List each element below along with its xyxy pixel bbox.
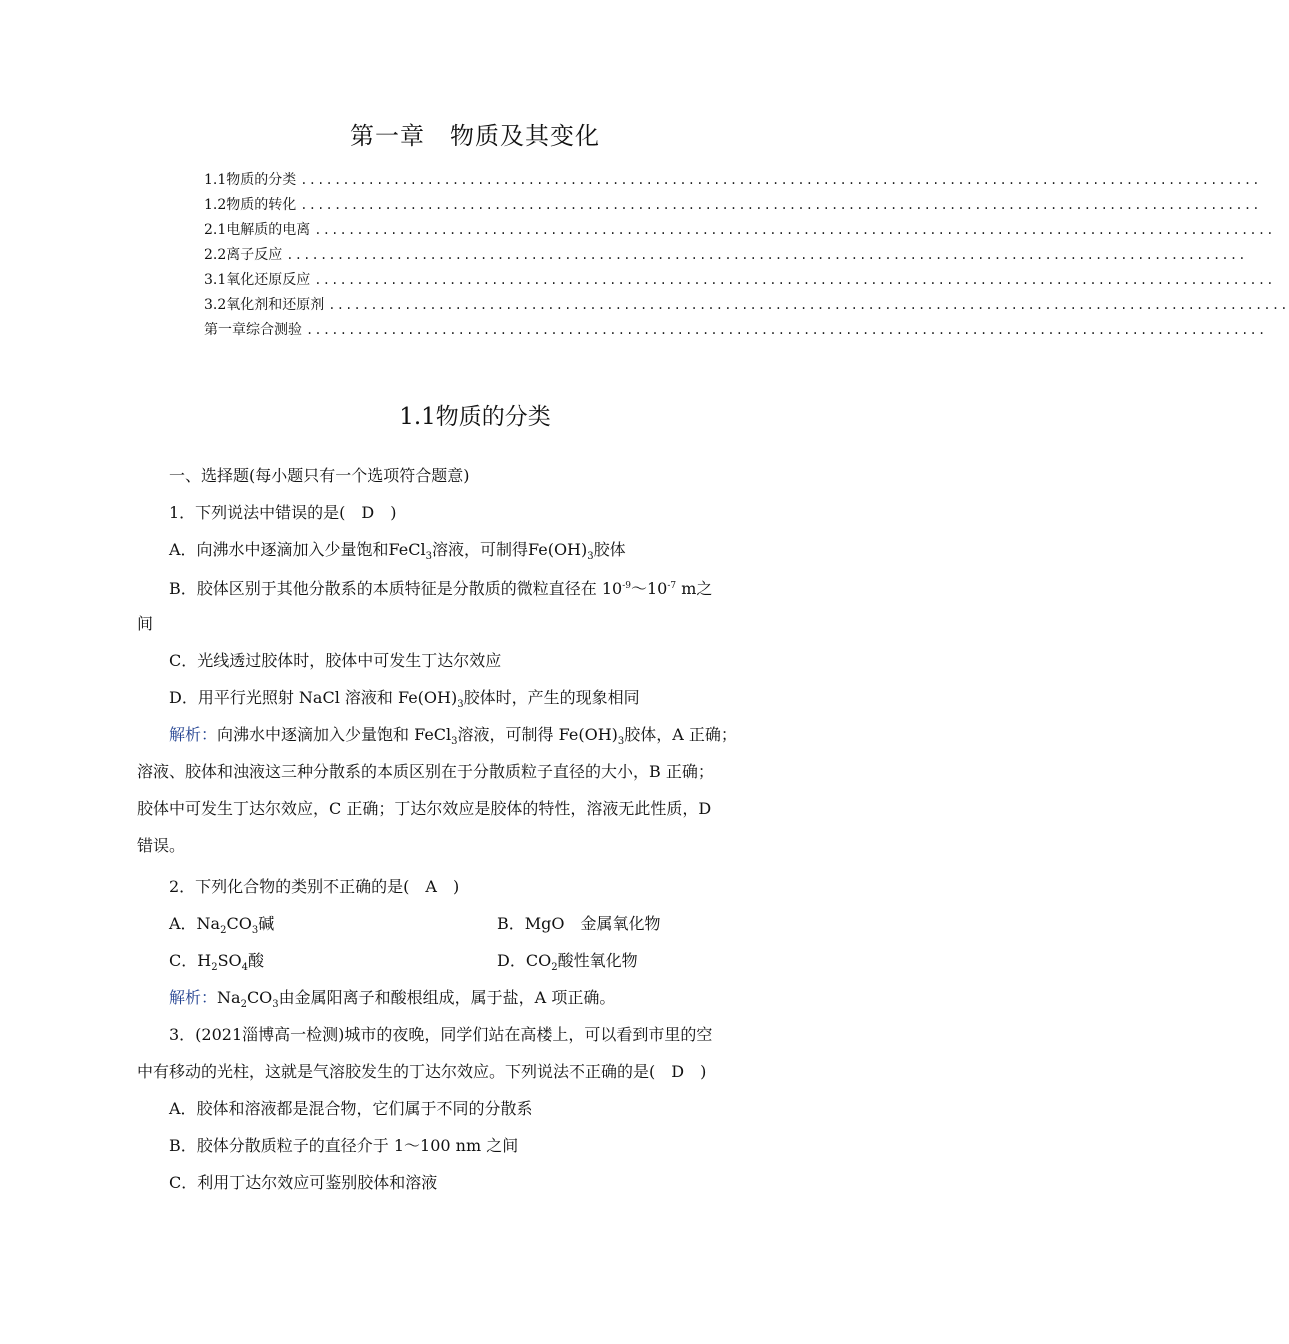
q1-explanation-line3: 胶体中可发生丁达尔效应，C 正确；丁达尔效应是胶体的特性，溶液无此性质，D xyxy=(137,799,712,818)
toc-entry[interactable]: 3.1氧化还原反应 .................................................................................................................. xyxy=(204,272,1275,288)
toc-entry[interactable]: 1.2物质的转化 .................................................................................................................. xyxy=(204,197,1261,213)
q1-stem: 1．下列说法中错误的是( D ) xyxy=(169,503,397,522)
q1-option-c: C．光线透过胶体时，胶体中可发生丁达尔效应 xyxy=(169,651,502,670)
toc-entry[interactable]: 1.1物质的分类 .................................................................................................................. xyxy=(204,172,1261,188)
section-title: 1.1物质的分类 xyxy=(399,404,551,430)
q3-option-a: A．胶体和溶液都是混合物，它们属于不同的分散系 xyxy=(169,1099,533,1118)
q1-explanation-line4: 错误。 xyxy=(137,836,186,855)
q3-stem-cont: 中有移动的光柱，这就是气溶胶发生的丁达尔效应。下列说法不正确的是( D ) xyxy=(137,1062,707,1081)
q1-option-d: D．用平行光照射 NaCl 溶液和 $Fe(OH)_3$胶体时，产生的现象相同 xyxy=(169,688,640,710)
toc-entry[interactable]: 3.2氧化剂和还原剂 .................................................................................................................. xyxy=(204,297,1289,313)
table-of-contents xyxy=(204,168,1289,343)
q2-option-b: B．MgO 金属氧化物 xyxy=(497,914,661,933)
q2-option-c: C．$H_2SO_4$酸 xyxy=(169,951,265,973)
toc-entry[interactable]: 2.2离子反应 .................................................................................................................. xyxy=(204,247,1247,263)
q3-option-b: B．胶体分散质粒子的直径介于 1～100 nm 之间 xyxy=(169,1136,519,1155)
chapter-title: 第一章 物质及其变化 xyxy=(350,122,600,150)
q1-option-b: B．胶体区别于其他分散系的本质特征是分散质的微粒直径在 $10^{-9}\sim 10^{-7}$ m之 xyxy=(169,579,713,598)
q2-explanation: 解析：$Na_2CO_3$由金属阳离子和酸根组成，属于盐，A 项正确。 xyxy=(169,988,616,1010)
q2-stem: 2．下列化合物的类别不正确的是( A ) xyxy=(169,877,460,896)
toc-entry[interactable]: 2.1电解质的电离 .................................................................................................................. xyxy=(204,222,1275,238)
explanation-label: 解析： xyxy=(169,988,218,1007)
q3-stem: 3．(2021淄博高一检测)城市的夜晚，同学们站在高楼上，可以看到市里的空 xyxy=(169,1025,713,1044)
explanation-label: 解析： xyxy=(169,725,218,744)
q2-options-row1 xyxy=(169,905,809,942)
toc-entry[interactable]: 第一章综合测验 .................................................................................................................. xyxy=(204,322,1267,338)
q1-explanation-line2: 溶液、胶体和浊液这三种分散系的本质区别在于分散质粒子直径的大小，B 正确； xyxy=(137,762,714,781)
q1-option-a: A．向沸水中逐滴加入少量饱和FeCl$_3$溶液，可制得$Fe(OH)_3$胶体 xyxy=(169,540,626,562)
q1-explanation: 解析：向沸水中逐滴加入少量饱和 FeCl$_3$溶液，可制得 $Fe(OH)_3$胶体，A 正确； xyxy=(169,725,737,747)
q3-option-c: C．利用丁达尔效应可鉴别胶体和溶液 xyxy=(169,1173,438,1192)
q2-option-a: A．$Na_2CO_3$碱 xyxy=(169,914,275,936)
part-heading: 一、选择题(每小题只有一个选项符合题意) xyxy=(169,466,470,485)
q1-option-b-cont: 间 xyxy=(137,614,154,633)
q2-options-row2 xyxy=(169,942,809,979)
q2-option-d: D．$CO_2$酸性氧化物 xyxy=(497,951,638,973)
